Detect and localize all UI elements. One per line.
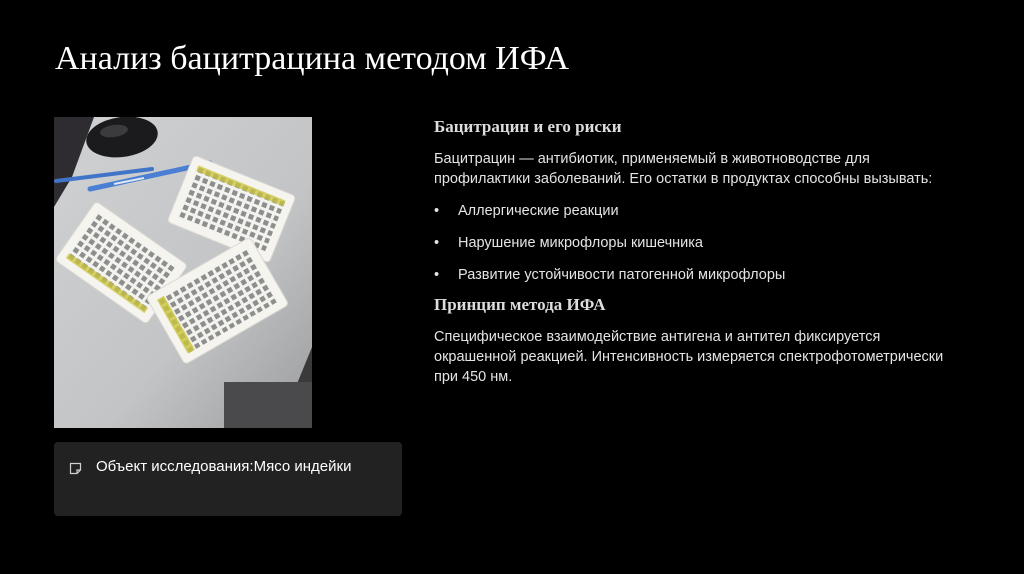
section-heading-bacitracin: Бацитрацин и его риски: [434, 117, 622, 136]
list-item-text: Аллергические реакции: [458, 203, 619, 219]
caption-box: [54, 442, 402, 516]
list-item-text: Нарушение микрофлоры кишечника: [458, 235, 703, 251]
section-text-bacitracin: Бацитрацин — антибиотик, применяемый в животноводстве для профилактики заболеваний. Его остатки в продуктах способны вызывать:: [434, 151, 933, 187]
elisa-plates-photo: [54, 117, 312, 428]
list-item: [434, 259, 974, 291]
caption-text: Объект исследования:Мясо индейки: [96, 458, 352, 475]
section-text-elisa: Специфическое взаимодействие антигена и антител фиксируется окрашенной реакцией. Интенсивность измеряется спектрофотометрически при 450 нм.: [434, 329, 944, 385]
bullet-icon: •: [434, 235, 440, 251]
risk-list: [434, 195, 974, 291]
bullet-icon: •: [434, 203, 440, 219]
list-item: [434, 227, 974, 259]
bullet-icon: •: [434, 267, 440, 283]
list-item-text: Развитие устойчивости патогенной микрофлоры: [458, 267, 786, 283]
content-column: [434, 117, 974, 387]
section-heading-elisa: Принцип метода ИФА: [434, 295, 606, 314]
note-icon: [69, 462, 82, 475]
slide-title: Анализ бацитрацина методом ИФА: [55, 40, 570, 77]
list-item: [434, 195, 974, 227]
